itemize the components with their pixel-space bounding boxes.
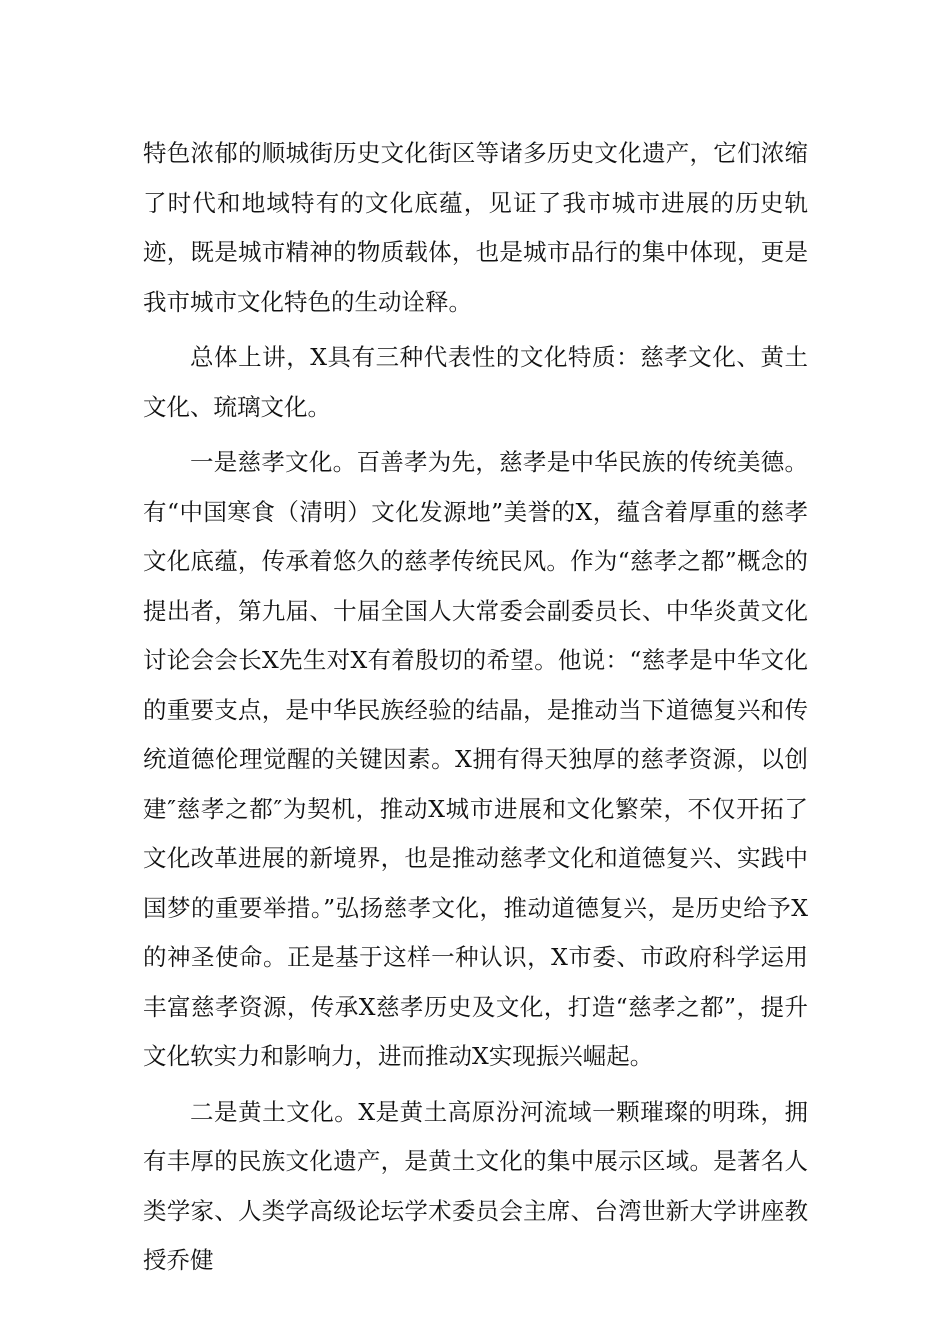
- paragraph-loess-culture: 二是黄土文化。X是黄土高原汾河流域一颗璀璨的明珠，拥有丰厚的民族文化遗产，是黄土文化的集中展示区域。是著名人类学家、人类学高级论坛学术委员会主席、台湾世新大学讲座教授乔健: [143, 1097, 808, 1274]
- paragraph-cultural-traits-overview: 总体上讲，X具有三种代表性的文化特质：慈孝文化、黄土文化、琉璃文化。: [143, 343, 808, 421]
- document-body: [143, 129, 808, 1292]
- paragraph-heritage-continuation: 特色浓郁的顺城街历史文化街区等诸多历史文化遗产，它们浓缩了时代和地域特有的文化底蕴，见证了我市城市进展的历史轨迹，既是城市精神的物质载体，也是城市品行的集中体现，更是我市城市文化特色的生动诠释。: [143, 139, 808, 316]
- paragraph-filial-piety-culture: 一是慈孝文化。百善孝为先，慈孝是中华民族的传统美德。有“中国寒食（清明）文化发源地”美誉的X，蕴含着厚重的慈孝文化底蕴，传承着悠久的慈孝传统民风。作为“慈孝之都”概念的提出者，第九届、十届全国人大常委会副委员长、中华炎黄文化讨论会会长X先生对X有着殷切的希望。他说：“慈孝是中华文化的重要支点，是中华民族经验的结晶，是推动当下道德复兴和传统道德伦理觉醒的关键因素。X拥有得天独厚的慈孝资源，以创建″慈孝之都″为契机，推动X城市进展和文化繁荣，不仅开拓了文化改革进展的新境界，也是推动慈孝文化和道德复兴、实践中国梦的重要举措。”弘扬慈孝文化，推动道德复兴，是历史给予X的神圣使命。正是基于这样一种认识，X市委、市政府科学运用丰富慈孝资源，传承X慈孝历史及文化，打造“慈孝之都”，提升文化软实力和影响力，进而推动X实现振兴崛起。: [143, 448, 808, 1070]
